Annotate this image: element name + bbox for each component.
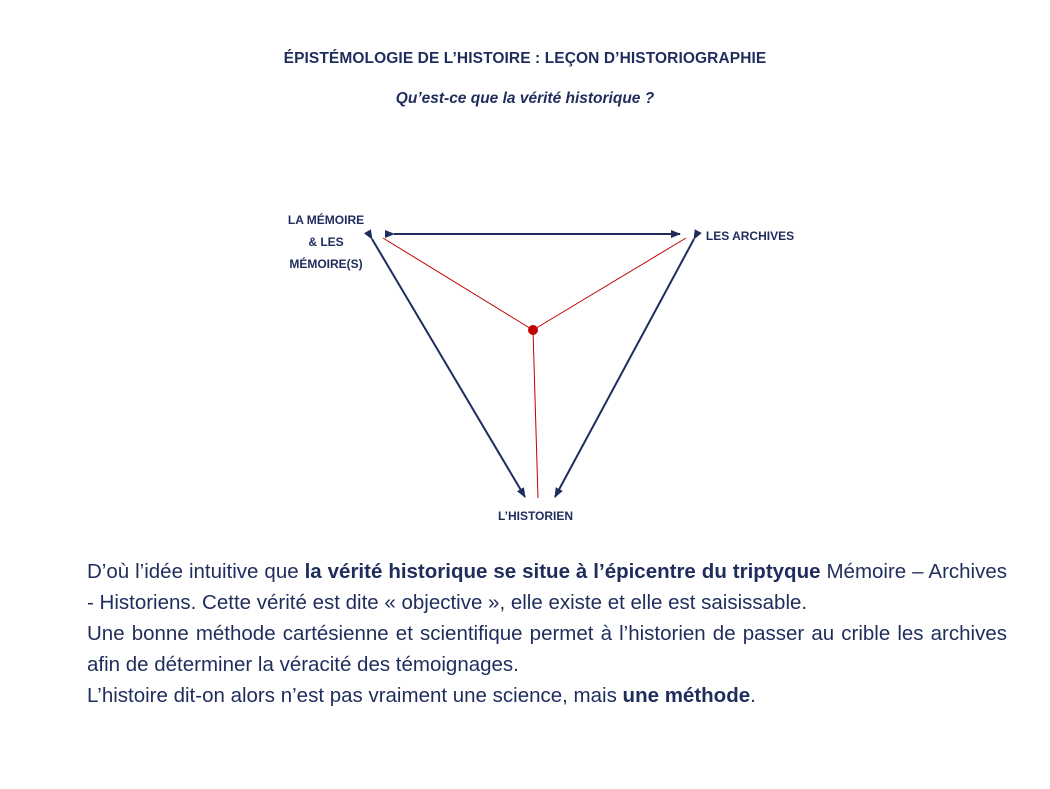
node-memoire-label bbox=[266, 209, 386, 275]
node-archives-label: LES ARCHIVES bbox=[705, 229, 795, 243]
p1-bold: la vérité historique se situe à l’épicentre du triptyque bbox=[304, 560, 821, 583]
paragraph-methode-cartesienne: Une bonne méthode cartésienne et scientifique permet à l’historien de passer au crible les archives afin de déterminer la véracité des témoignages. bbox=[87, 622, 1007, 676]
spoke-archives bbox=[533, 238, 686, 330]
body-text bbox=[87, 556, 1007, 711]
node-memoire-line3: MÉMOIRE(S) bbox=[289, 257, 363, 271]
p3-bold: une méthode bbox=[622, 684, 751, 707]
epicenter-dot bbox=[528, 325, 538, 335]
p1-rest: Mémoire – Archives - Historiens. Cette vérité est dite « objective », elle existe et elle est saisissable. bbox=[87, 560, 1007, 614]
node-memoire-line1: LA MÉMOIRE bbox=[287, 213, 365, 227]
arrow-archives-historien bbox=[555, 239, 694, 497]
node-memoire-line2: & LES bbox=[308, 235, 344, 249]
node-historien-label: L’HISTORIEN bbox=[497, 509, 574, 523]
paragraph-histoire-methode bbox=[87, 680, 1007, 711]
page-title: ÉPISTÉMOLOGIE DE L’HISTOIRE : LEÇON D’HISTORIOGRAPHIE bbox=[283, 50, 767, 67]
p1-intro: D’où l’idée intuitive que bbox=[87, 560, 305, 583]
p3-end: . bbox=[750, 684, 756, 707]
page-subtitle: Qu’est-ce que la vérité historique ? bbox=[395, 90, 655, 107]
spoke-memoire bbox=[383, 238, 533, 330]
paragraph-epicentre bbox=[87, 556, 1007, 618]
p3-intro: L’histoire dit-on alors n’est pas vraiment une science, mais bbox=[87, 684, 623, 707]
spoke-historien bbox=[533, 330, 538, 498]
